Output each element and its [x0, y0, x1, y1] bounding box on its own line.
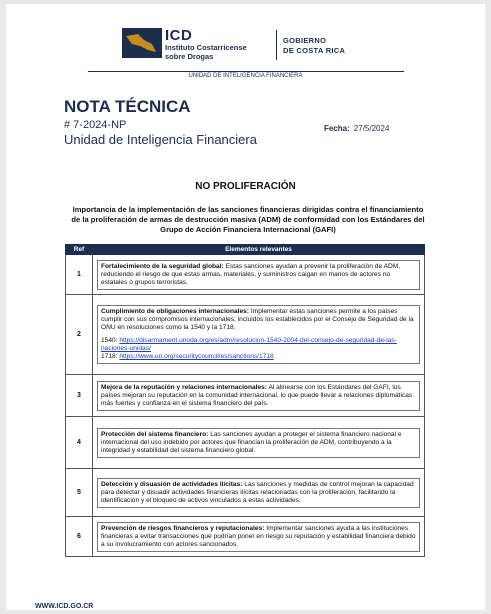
row-title: Fortalecimiento de la seguridad global:	[101, 262, 224, 270]
table-header-row	[66, 245, 425, 255]
unit-label: UNIDAD DE INTELIGENCIA FINANCIERA	[188, 73, 303, 79]
document-unit: Unidad de Inteligencia Financiera	[64, 132, 257, 147]
row-ref: 2	[66, 295, 93, 375]
table-row	[66, 417, 425, 469]
table-row	[66, 375, 425, 417]
row-text: Al alinearse con los Estándares del GAFI, los países mejoran su reputación en la comunidad internacional, lo que puede llevar a relaciones diplomáticas más fuertes y confianza en el sistema financiero del país.	[101, 383, 413, 407]
row-text: Implementar sanciones ayuda a las instituciones financieras a evitar transacciones que podrían poner en riesgo su reputación y estabilidad financiera debido a su involucramiento con actores sancionados.	[101, 524, 416, 548]
row-text: Implementar estas sanciones permite a los países cumplir con sus compromisos internacionales, incluidos los establecidos por el Consejo de Seguridad de la ONU en resoluciones como la 1540 y la 1718.	[101, 308, 414, 331]
gov-line-1: GOBIERNO	[283, 36, 327, 45]
table-row	[66, 517, 425, 557]
row-content	[93, 375, 425, 417]
header-rule	[88, 71, 404, 72]
row-content	[93, 469, 425, 517]
row-text: Estas sanciones ayudan a prevenir la proliferación de ADM, reduciendo el riesgo de que estas armas, materiales, y suministros caigan en manos de actores no estatales o grupos terroristas.	[101, 262, 401, 286]
table-row	[66, 295, 425, 375]
gov-line-2: DE COSTA RICA	[283, 46, 346, 55]
table-row	[66, 255, 425, 295]
org-line-1: Instituto Costarricense	[165, 43, 247, 52]
row-text: Las sanciones y medidas de control mejoran la capacidad para detectar y disuadir actividades financieras ilícitas relacionadas con la proliferación, facilitando la identificación y el bloqueo de activos vinculados a estas actividades.	[101, 480, 414, 504]
date-value: 27/5/2024	[353, 124, 390, 133]
resolution-1718-link[interactable]: https://www.un.org/securitycouncil/es/sanctions/1718	[119, 353, 274, 360]
date-label: Fecha:	[324, 124, 350, 133]
icd-logo-icon	[122, 28, 162, 58]
org-line-2: sobre Drogas	[165, 52, 214, 61]
row-title: Protección del sistema financiero:	[101, 430, 209, 438]
document-date	[324, 124, 389, 133]
row-title: Mejora de la reputación y relaciones internacionales:	[101, 383, 267, 391]
row-title: Detección y disuasión de actividades ilícitas:	[101, 480, 243, 488]
row-content	[93, 517, 425, 557]
row-ref: 3	[66, 375, 93, 417]
row-ref: 6	[66, 517, 93, 557]
org-block	[165, 29, 247, 61]
government-block	[283, 36, 345, 56]
row-content	[93, 417, 425, 469]
document-title: NOTA TÉCNICA	[64, 97, 191, 116]
row-content	[93, 255, 425, 295]
row-text: Las sanciones ayudan a proteger el sistema financiero nacional e internacional del uso indebido por actores que financian la proliferación de ADM, contribuyendo a la integridad y estabilidad del sistema financiero global.	[101, 430, 402, 454]
link-1-label: 1540:	[101, 337, 118, 344]
resolution-1540-link[interactable]: https://disarmament.unoda.org/es/adm/resolucion-1540-2004-del-consejo-de-seguridad-de-las-naciones-unidas/	[101, 337, 397, 352]
section-title: NO PROLIFERACIÓN	[195, 181, 296, 192]
table-row	[66, 469, 425, 517]
header-ref: Ref	[66, 245, 93, 255]
row-ref: 5	[66, 469, 93, 517]
row-title: Prevención de riesgos financieros y reputacionales:	[101, 524, 265, 532]
header-divider	[276, 30, 277, 60]
elements-table	[65, 244, 425, 557]
document-page	[6, 4, 485, 610]
row-title: Cumplimiento de obligaciones internacionales:	[101, 308, 250, 315]
org-short-name: ICD	[165, 27, 193, 44]
row-content	[93, 295, 425, 375]
letterhead	[6, 4, 485, 82]
link-2-label: 1718:	[101, 353, 118, 360]
header-elements: Elementos relevantes	[93, 245, 425, 255]
row-ref: 1	[66, 255, 93, 295]
footer-website: WWW.ICD.GO.CR	[35, 603, 94, 610]
intro-paragraph: Importancia de la implementación de las sanciones financieras dirigidas contra el financiamiento de la proliferación de armas de destrucción masiva (ADM) de conformidad con los Estándares del Grupo de Acción Financiera Internacional (GAFI)	[71, 205, 425, 234]
document-number: # 7-2024-NP	[64, 119, 127, 131]
row-ref: 4	[66, 417, 93, 469]
